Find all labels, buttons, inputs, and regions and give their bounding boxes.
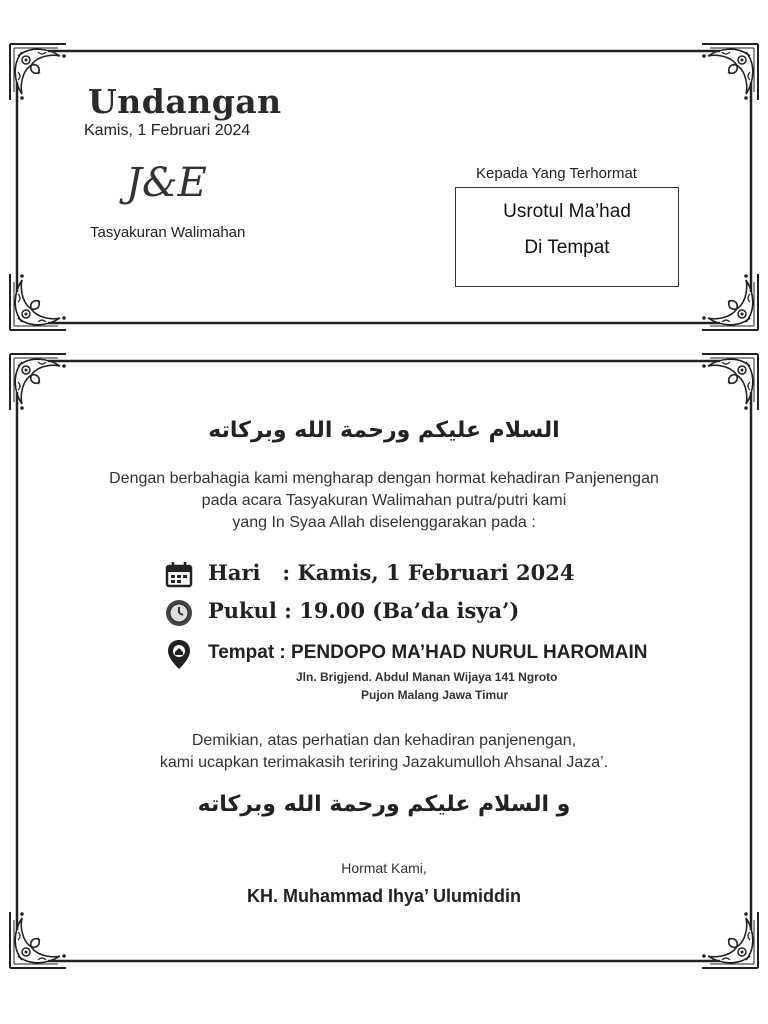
invitation-card	[8, 352, 760, 970]
recipient-name: Usrotul Ma’had	[503, 201, 631, 222]
intro-line: pada acara Tasyakuran Walimahan putra/putri kami	[201, 492, 567, 509]
address-line: Jln. Brigjend. Abdul Manan Wijaya 141 Ngroto	[296, 670, 558, 684]
location-pin-icon	[163, 638, 195, 670]
envelope-card	[8, 42, 760, 332]
closing-line: Demikian, atas perhatian dan kehadiran panjenengan,	[191, 732, 577, 749]
regards-text: Hormat Kami,	[341, 860, 427, 876]
opening-greeting: السلام عليكم ورحمة الله وبركاته	[208, 418, 560, 443]
corner-ornament-icon	[10, 912, 66, 968]
event-time: Pukul : 19.00 (Ba’da isya’)	[208, 598, 520, 623]
monogram: J&E	[126, 160, 207, 206]
closing-text	[8, 730, 760, 774]
event-date: Kamis, 1 Februari 2024	[84, 122, 251, 139]
calendar-icon	[163, 559, 195, 591]
corner-ornament-icon	[702, 912, 758, 968]
corner-ornament-icon	[702, 44, 758, 100]
corner-ornament-icon	[702, 354, 758, 410]
corner-ornament-icon	[10, 44, 66, 100]
corner-ornament-icon	[10, 354, 66, 410]
signer-name: KH. Muhammad Ihya’ Ulumiddin	[246, 886, 522, 906]
corner-ornament-icon	[702, 274, 758, 330]
intro-line: yang In Syaa Allah diselenggarakan pada :	[232, 514, 536, 531]
address-line: Pujon Malang Jawa Timur	[361, 688, 509, 702]
corner-ornament-icon	[10, 274, 66, 330]
intro-text	[8, 468, 760, 534]
event-day: Hari : Kamis, 1 Februari 2024	[208, 560, 575, 585]
clock-icon	[163, 597, 195, 629]
closing-line: kami ucapkan terimakasih teriring Jazakumulloh Ahsanal Jaza’.	[159, 754, 609, 771]
address-box	[455, 187, 679, 287]
closing-greeting: و السلام عليكم ورحمة الله وبركاته	[197, 792, 571, 817]
to-label: Kepada Yang Terhormat	[476, 165, 637, 182]
event-name: Tasyakuran Walimahan	[90, 224, 246, 241]
event-place: Tempat : PENDOPO MA’HAD NURUL HAROMAIN	[208, 642, 648, 663]
recipient-location: Di Tempat	[524, 237, 610, 258]
invitation-title: Undangan	[88, 82, 282, 121]
intro-line: Dengan berbahagia kami mengharap dengan hormat kehadiran Panjenengan	[109, 470, 659, 487]
